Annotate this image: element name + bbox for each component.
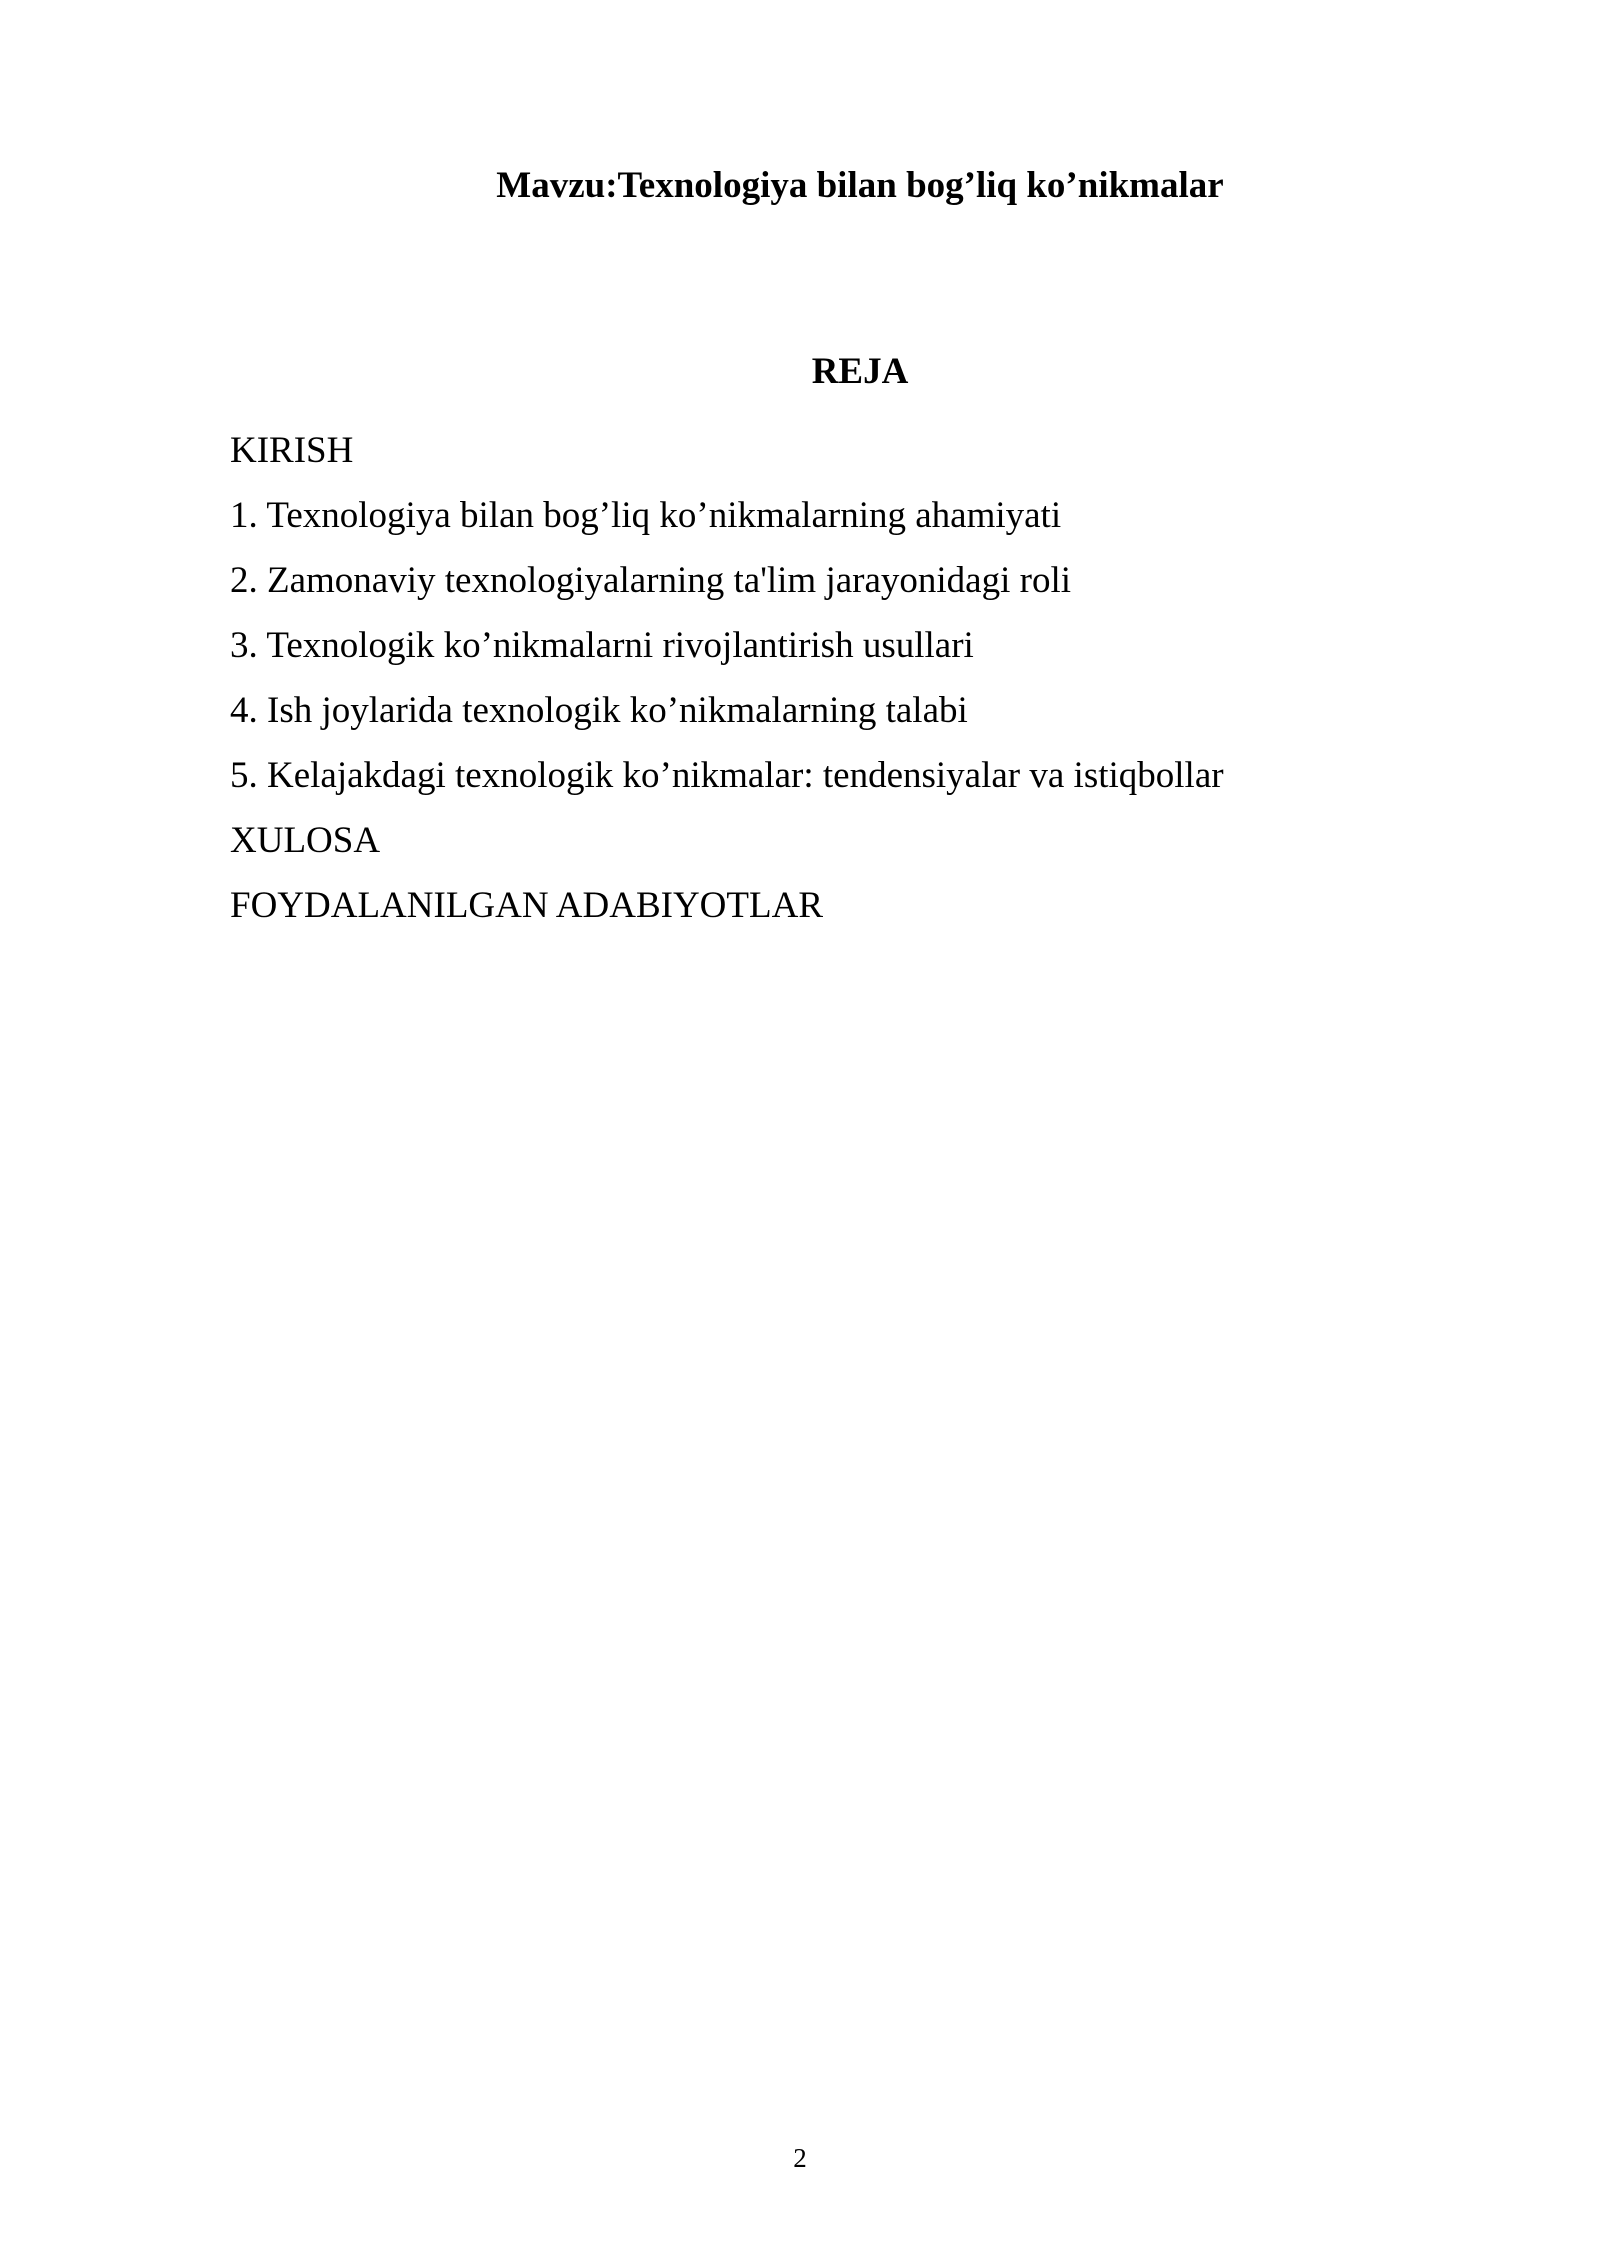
plan-item-conclusion: XULOSA [230,820,381,861]
plan-item-4: 4. Ish joylarida texnologik ko’nikmalarning talabi [230,690,968,731]
page-number: 2 [793,2143,807,2173]
plan-item-1: 1. Texnologiya bilan bog’liq ko’nikmalarning ahamiyati [230,495,1062,536]
plan-item-5: 5. Kelajakdagi texnologik ko’nikmalar: tendensiyalar va istiqbollar [230,755,1224,796]
plan-item-3: 3. Texnologik ko’nikmalarni rivojlantirish usullari [230,625,974,666]
topic-title: Mavzu:Texnologiya bilan bog’liq ko’nikmalar [496,165,1224,206]
plan-item-references: FOYDALANILGAN ADABIYOTLAR [230,885,823,926]
plan-heading: REJA [811,351,909,392]
plan-item-intro: KIRISH [230,430,354,471]
plan-list [230,418,1430,938]
plan-item-2: 2. Zamonaviy texnologiyalarning ta'lim jarayonidagi roli [230,560,1072,601]
